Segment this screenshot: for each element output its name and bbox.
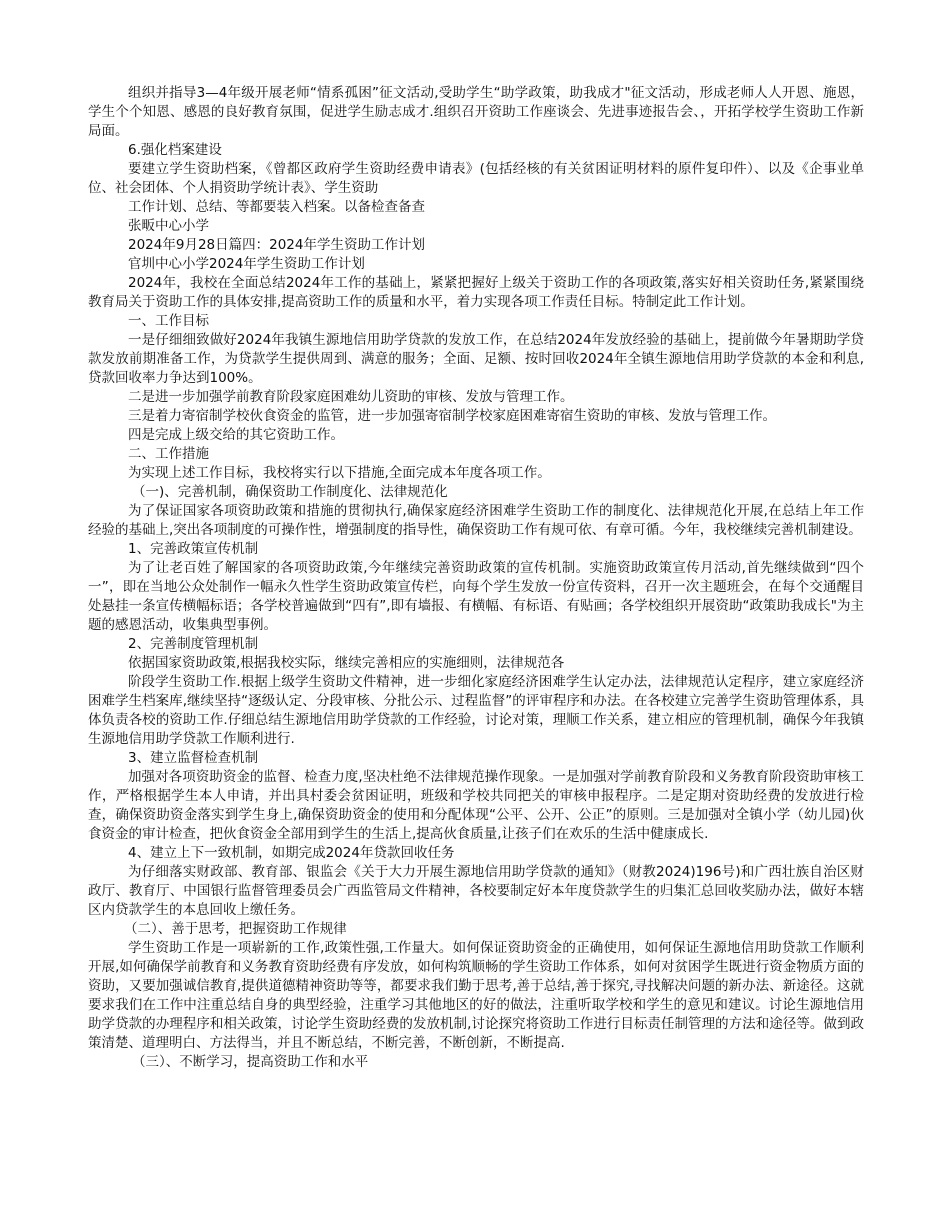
heading-think-rules: （二）、善于思考，把握资助工作规律 xyxy=(124,921,347,937)
paragraph-goal-four: 四是完成上级交给的其它资助工作。 xyxy=(128,427,344,443)
paragraph-think-rules: 学生资助工作是一项崭新的工作,政策性强,工作量大。如何保证资助资金的正确使用，如何保证生源地信用助贷款工作顺利开展,如何确保学前教育和义务教育资助经费有序发放，如何构筑顺畅的学生资助工作体系，如何对贫困学生既进行资金物质方面的资助，又要加强诚信教育,提供道德精神资助等等，都要求我们勤于思考,善于总结,善于探究,寻找解决问题的新办法、新途径。这就要求我们在工作中注重总结自身的典型经验，注重学习其他地区的好的做法，注重听取学校和学生的意见和建议。讨论生源地信用助学贷款的办理程序和相关政策，讨论学生资助经费的发放机制,讨论探究将资助工作进行目标责任制管理的方法和途径等。做到政策清楚、道理明白、方法得当，并且不断总结，不断完善，不断创新，不断提高. xyxy=(88,940,864,1051)
paragraph-loan-recovery: 为仔细落实财政部、教育部、银监会《关于大力开展生源地信用助学贷款的通知》（财教2024)196号)和广西壮族自治区财政厅、教育厅、中国银行监督管理委员会广西监管局文件精神，各校要制定好本年度贷款学生的归集汇总回收奖励办法，做好本辖区内贷款学生的本息回收上缴任务。 xyxy=(88,864,864,918)
paragraph-goal-three: 三是着力寄宿制学校伙食资金的监管，进一步加强寄宿制学校家庭困难寄宿生资助的审核、发放与管理工作。 xyxy=(128,408,776,424)
heading-supervision-mechanism: 3、建立监督检查机制 xyxy=(128,750,259,766)
document-page xyxy=(88,84,864,1072)
heading-improve-mechanism: （一)、完善机制，确保资助工作制度化、法律规范化 xyxy=(132,484,448,500)
signature-school: 张畈中心小学 xyxy=(128,218,209,234)
paragraph-management-lead: 依据国家资助政策,根据我校实际，继续完善相应的实施细则，法律规范各 xyxy=(128,655,565,671)
heading-loan-recovery: 4、建立上下一致机制，如期完成2024年贷款回收任务 xyxy=(128,845,455,861)
paragraph-management-mechanism: 阶段学生资助工作.根据上级学生资助文件精神，进一步细化家庭经济困难学生认定办法，法律规范认定程序，建立家庭经济困难学生档案库,继续坚持“逐级认定、分段审核、分批公示、过程监督”的评审程序和办法。在各校建立完善学生资助管理体系，具体负责各校的资助工作.仔细总结生源地信用助学贷款的工作经验，讨论对策，理顺工作关系，建立相应的管理机制，确保今年我镇生源地信用助学贷款工作顺利进行. xyxy=(88,674,864,747)
plan-title: 官圳中心小学2024年学生资助工作计划 xyxy=(128,256,365,272)
paragraph-measures-intro: 为实现上述工作目标，我校将实行以下措施,全面完成本年度各项工作。 xyxy=(128,465,551,481)
paragraph-archive-items: 工作计划、总结、等都要装入档案。以备检查备查 xyxy=(128,199,425,215)
date-and-section-title: 2024年9月28日篇四：2024年学生资助工作计划 xyxy=(128,237,425,253)
heading-management-mechanism: 2、完善制度管理机制 xyxy=(128,636,259,652)
paragraph-plan-intro: 2024年，我校在全面总结2024年工作的基础上，紧紧把握好上级关于资助工作的各项政策,落实好相关资助任务,紧紧围绕教育局关于资助工作的具体安排,提高资助工作的质量和水平，着力实现各项工作责任目标。特制定此工作计划。 xyxy=(88,275,864,310)
paragraph-archive-requirements: 要建立学生资助档案，《曾都区政府学生资助经费申请表》(包括经核的有关贫困证明材料的原件复印件）、以及《企事业单位、社会团体、个人捐资助学统计表》、学生资助 xyxy=(88,161,864,196)
heading-work-goals: 一、工作目标 xyxy=(128,313,209,329)
paragraph-goal-two: 二是进一步加强学前教育阶段家庭困难幼儿资助的审核、发放与管理工作。 xyxy=(128,389,574,405)
heading-keep-learning: （三）、不断学习，提高资助工作和水平 xyxy=(132,1054,369,1070)
paragraph-essay-activities: 组织并指导3—4年级开展老师“情系孤困”征文活动,受助学生“助学政策，助我成才"征文活动，形成老师人人开恩、施恩，学生个个知恩、感恩的良好教育氛围，促进学生励志成才.组织召开资助工作座谈会、先进事迹报告会、，开拓学校学生资助工作新局面。 xyxy=(88,85,864,139)
paragraph-supervision-mechanism: 加强对各项资助资金的监督、检查力度,坚决杜绝不法律规范操作现象。一是加强对学前教育阶段和义务教育阶段资助审核工作，严格根据学生本人申请，并出具村委会贫困证明，班级和学校共同把关的审核申报程序。二是定期对资助经费的发放进行检查，确保资助资金落实到学生身上,确保资助资金的使用和分配体现“公平、公开、公正”的原则。三是加强对全镇小学（幼儿园)伙食资金的审计检查，把伙食资金全部用到学生的生活上,提高伙食质量,让孩子们在欢乐的生活中健康成长. xyxy=(88,769,864,842)
paragraph-mechanism-intro: 为了保证国家各项资助政策和措施的贯彻执行,确保家庭经济困难学生资助工作的制度化、法律规范化开展,在总结上年工作经验的基础上,突出各项制度的可操作性，增强制度的指导性，确保资助工作有规可依、有章可循。今年，我校继续完善机制建设。 xyxy=(88,503,864,538)
heading-work-measures: 二、工作措施 xyxy=(128,446,209,462)
heading-publicity-mechanism: 1、完善政策宣传机制 xyxy=(128,541,259,557)
heading-archive-building: 6.强化档案建设 xyxy=(128,142,222,158)
paragraph-publicity-mechanism: 为了让老百姓了解国家的各项资助政策,今年继续完善资助政策的宣传机制。实施资助政策宣传月活动,首先继续做到“四个一”，即在当地公众处制作一幅永久性学生资助政策宣传栏，向每个学生发放一份宣传资料，召开一次主题班会，在每个交通醒目处悬挂一条宣传横幅标语；各学校普遍做到“四有”,即有墙报、有横幅、有标语、有贴画；各学校组织开展资助“政策助我成长"为主题的感恩活动，收集典型事例。 xyxy=(88,560,864,633)
paragraph-goal-one: 一是仔细细致做好2024年我镇生源地信用助学贷款的发放工作，在总结2024年发放经验的基础上，提前做今年暑期助学贷款发放前期准备工作，为贷款学生提供周到、满意的服务；全面、足额、按时回收2024年全镇生源地信用助学贷款的本金和利息,贷款回收率力争达到100%。 xyxy=(88,332,864,386)
